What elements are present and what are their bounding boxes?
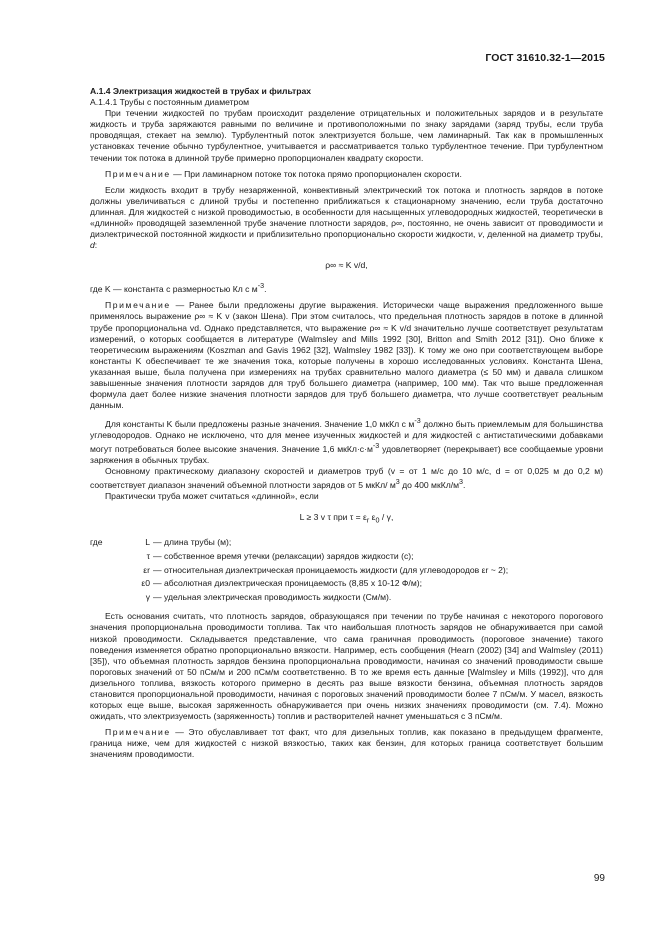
definition-text: — собственное время утечки (релаксации) зарядов жидкости (с); — [153, 550, 414, 561]
note: Примечание — Это обуславливает тот факт, что для дизельных топлив, как показано в предыдущем фрагменте, граница ниже, чем для жидкостей с низкой вязкостью, таких как бензин, для которых граница соответствует большим значениям проводимости. — [90, 727, 603, 760]
document-id: ГОСТ 31610.32-1—2015 — [485, 52, 605, 64]
definition-symbol: L — [145, 537, 150, 548]
page-number: 99 — [593, 873, 605, 884]
definitions-list — [90, 536, 603, 604]
definition-text: — абсолютная диэлектрическая проницаемость (8,85 x 10-12 Ф/м); — [153, 578, 422, 589]
paragraph: При течении жидкостей по трубам происходит разделение отрицательных и положительных зарядов и в результате жидкость и труба заряжаются равными по величине и противоположными по знаку зарядами (заряд трубы, если труба проводящая, стекает на землю). Турбулентный поток электризуется больше, чем ламинарный. Так как в промышленных установках течение обычно турбулентное, учитывается и рассматривается только турбулентное течение. При турбулентном течении ток потока в длинной трубе примерно пропорционален квадрату скорости. — [90, 108, 603, 163]
page-content — [90, 86, 603, 761]
definition-symbol: τ — [146, 550, 150, 561]
formula-where: где K — константа с размерностью Кл с $м^{-3}$. — [90, 282, 267, 295]
subsection-heading: A.1.4.1 Трубы с постоянным диаметром — [90, 97, 250, 108]
note-label: Примечание — [105, 300, 171, 311]
note-label: Примечание — [105, 727, 171, 738]
definition-row — [90, 564, 603, 578]
definition-symbol: εr — [143, 564, 150, 575]
note: Примечание — Ранее были предложены другие выражения. Исторически чаще выражения предложенного выше применялось выражение ρ∞ ≈ K v (закон Шена). При этом считалось, что предельная плотность зарядов в потоке в длинной трубе пропорциональна vd. Однако представляется, что выражение ρ∞ ≈ K v/d значительно лучше соответствует результатам измерений, о которых сообщается в литературе (Walmsley and Mills 1992 [30], Britton and Smith 2012 [31]). Оно ближе к теоретическим выражениям (Koszman and Gavis 1962 [32], Walmsley 1982 [33]). К тому же оно при соответствующем выборе константы K обеспечивает те же значения тока, которые получены в хорошо исследованных условиях. Константа Шена, указанная выше, была получена при измерениях на трубах сравнительно малого диаметра (≤ 50 мм) и давала слишком завышенные значения плотности зарядов для труб большего диаметра (например, 100 мм). Так что выше предложенная формула дает более низкие значения плотности зарядов для труб большего диаметра, что лучше соответствует реальным данным. — [90, 300, 603, 411]
paragraph: Для константы K были предложены разные значения. Значение 1,0 мкКл с $м^{-3}$ должно быть приемлемым для большинства углеводородов. Однако не исключено, что для менее изученных жидкостей и для жидкостей с антистатическими добавками могут потребоваться более высокие значения. Значение 1,6 $мкКл\cdot с\cdot м^{-3}$ удовлетворяет (перекрывает) все сообщаемые уровни заряжения в обычных трубах. — [90, 417, 603, 466]
definition-row — [90, 591, 603, 605]
definition-row — [90, 577, 603, 591]
paragraph: Если жидкость входит в трубу незаряженной, конвективный электрический ток потока и плотность зарядов в потоке должны увеличиваться с длиной трубы и постепенно приближаться к стационарному значению, если труба достаточно длинная. Для жидкостей с низкой проводимостью, в особенности для насыщенных углеводородных жидкостей, теоретически в «длинной» проводящей заземленной трубе значение плотности зарядов, ρ∞, постоянно, не очень зависит от проводимости и диэлектрической постоянной жидкости и приблизительно пропорционально скорости жидкости, v, деленной на диаметр трубы, d: — [90, 184, 603, 251]
definition-text: — относительная диэлектрическая проницаемость жидкости (для углеводородов εr ~ 2); — [153, 564, 509, 575]
definition-row — [90, 550, 603, 564]
definition-symbol: γ — [145, 591, 150, 602]
note-label: Примечание — [105, 168, 171, 179]
paragraph: Основному практическому диапазону скоростей и диаметров труб (v = от 1 м/с до 10 м/с, d = от 0,025 м до 0,2 м) соответствует диапазон значений объемной плотности зарядов от 5 мкКл/ $м^3$ до 400 мкКл/$м^3$. — [90, 466, 603, 491]
definition-text: — длина трубы (м); — [153, 537, 232, 548]
where-label: где — [90, 537, 103, 548]
paragraph: Практически труба может считаться «длинной», если — [105, 491, 319, 502]
definition-row — [90, 536, 603, 550]
formula-charge-density: ρ∞ ≈ K v/d, — [325, 260, 368, 271]
formula-long-pipe: L ≥ 3 v τ при $\tau = \varepsilon_r$ $\varepsilon_0$ / γ, — [299, 511, 394, 525]
definition-symbol: ε0 — [141, 578, 150, 589]
note: Примечание — При ламинарном потоке ток потока прямо пропорционален скорости. — [105, 168, 462, 179]
definition-text: — удельная электрическая проводимость жидкости (См/м). — [153, 591, 392, 602]
paragraph: Есть основания считать, что плотность зарядов, образующаяся при течении по трубе начиная с некоторого порогового значения пропорциональна проводимости топлива. Так что наибольшая плотность зарядов не обнаруживается при самой низкой проводимости. Складывается представление, что сама граничная проводимость (пороговое значение) такого поведения изменяется обратно пропорционально вязкости. Например, есть сообщения (Hearn (2002) [34] and Walmsley (2011) [35]), что объемная плотность зарядов бензина пропорциональна проводимости, начиная со значений проводимости свыше пороговых значений от 50 пСм/м и 200 пСм/м соответственно. В то же время есть данные [Walmsley и Mills (1992)], что для дизельного топлива, вязкость которого примерно в десять раз выше вязкости бензина, объемная плотность зарядов становится пропорциональной проводимости, начиная с пороговых значений проводимости более 7 пСм/м. У масел, вязкость которых еще выше, высокая заряженность обнаруживается при очень низких значениях проводимости (см. 7.4). Можно ожидать, что электризуемость (заряженность) топлив и растворителей начнет уменьшаться с 3 пСм/м. — [90, 611, 603, 722]
section-heading: A.1.4 Электризация жидкостей в трубах и фильтрах — [90, 86, 312, 96]
